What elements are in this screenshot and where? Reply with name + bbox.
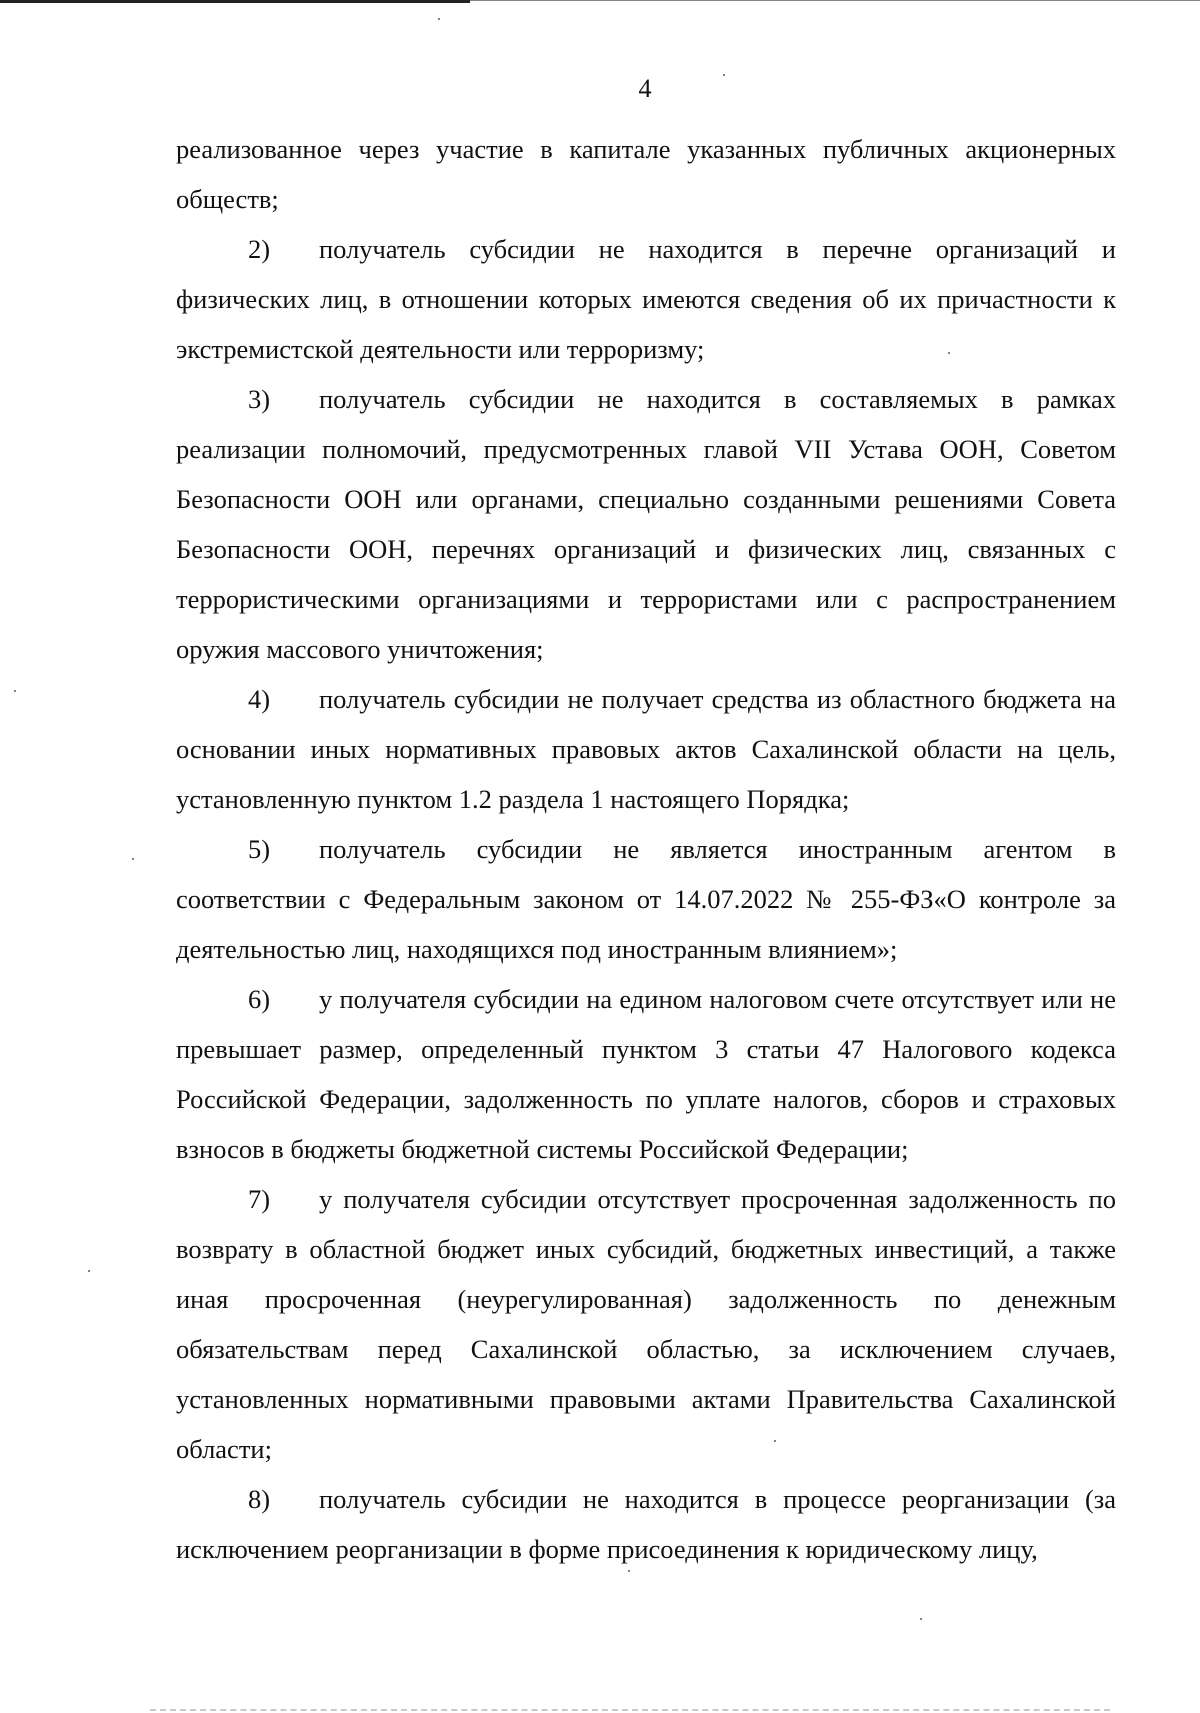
scan-edge-top bbox=[0, 0, 470, 3]
list-item bbox=[176, 1174, 1116, 1474]
list-item-number: 2) bbox=[248, 234, 271, 264]
scan-edge-top-right bbox=[470, 0, 1200, 1]
scan-speck bbox=[88, 1270, 90, 1272]
document-body bbox=[176, 124, 1116, 1574]
scan-speck bbox=[14, 690, 16, 692]
list-item-number: 7) bbox=[248, 1184, 271, 1214]
list-item-number: 8) bbox=[248, 1484, 271, 1514]
list-item-text: у получателя субсидии отсутствует просроченная задолженность по возврату в областной бюджет иных субсидий, бюджетных инвестиций, а также иная просроченная (неурегулированная) задолженность по денежным обязательствам перед Сахалинской областью, за исключением случаев, установленных нормативными правовыми актами Правительства Сахалинской области; bbox=[176, 1184, 1116, 1464]
paragraph-continuation bbox=[176, 124, 1116, 224]
scan-edge-bottom bbox=[150, 1709, 1110, 1711]
list-item-number: 6) bbox=[248, 984, 271, 1014]
scan-speck bbox=[920, 1618, 922, 1620]
list-item bbox=[176, 224, 1116, 374]
scan-speck bbox=[132, 858, 134, 860]
list-item bbox=[176, 1474, 1116, 1574]
list-item-text: получатель субсидии не находится в составляемых в рамках реализации полномочий, предусмотренных главой VII Устава ООН, Советом Безопасности ООН или органами, специально созданными решениями Совета Безопасности ООН, перечнях организаций и физических лиц, связанных с террористическими организациями и террористами или с распространением оружия массового уничтожения; bbox=[176, 384, 1116, 664]
list-item bbox=[176, 974, 1116, 1174]
paragraph-text: реализованное через участие в капитале указанных публичных акционерных обществ; bbox=[176, 134, 1116, 214]
list-item-text: получатель субсидии не находится в перечне организаций и физических лиц, в отношении которых имеются сведения об их причастности к экстремистской деятельности или терроризму; bbox=[176, 234, 1116, 364]
list-item-number: 5) bbox=[248, 834, 271, 864]
list-item-text: получатель субсидии не находится в процессе реорганизации (за исключением реорганизации в форме присоединения к юридическому лицу, bbox=[176, 1484, 1116, 1564]
list-item-number: 3) bbox=[248, 384, 271, 414]
list-item bbox=[176, 824, 1116, 974]
list-item-text: у получателя субсидии на едином налоговом счете отсутствует или не превышает размер, определенный пунктом 3 статьи 47 Налогового кодекса Российской Федерации, задолженность по уплате налогов, сборов и страховых взносов в бюджеты бюджетной системы Российской Федерации; bbox=[176, 984, 1116, 1164]
list-item-text: получатель субсидии не является иностранным агентом в соответствии с Федеральным законом от 14.07.2022 № 255-ФЗ«О контроле за деятельностью лиц, находящихся под иностранным влиянием»; bbox=[176, 834, 1116, 964]
page-number: 4 bbox=[638, 74, 652, 103]
list-item bbox=[176, 374, 1116, 674]
list-item bbox=[176, 674, 1116, 824]
scan-speck bbox=[438, 18, 440, 20]
list-item-text: получатель субсидии не получает средства из областного бюджета на основании иных нормативных правовых актов Сахалинской области на цель, установленную пунктом 1.2 раздела 1 настоящего Порядка; bbox=[176, 684, 1116, 814]
list-item-number: 4) bbox=[248, 684, 271, 714]
